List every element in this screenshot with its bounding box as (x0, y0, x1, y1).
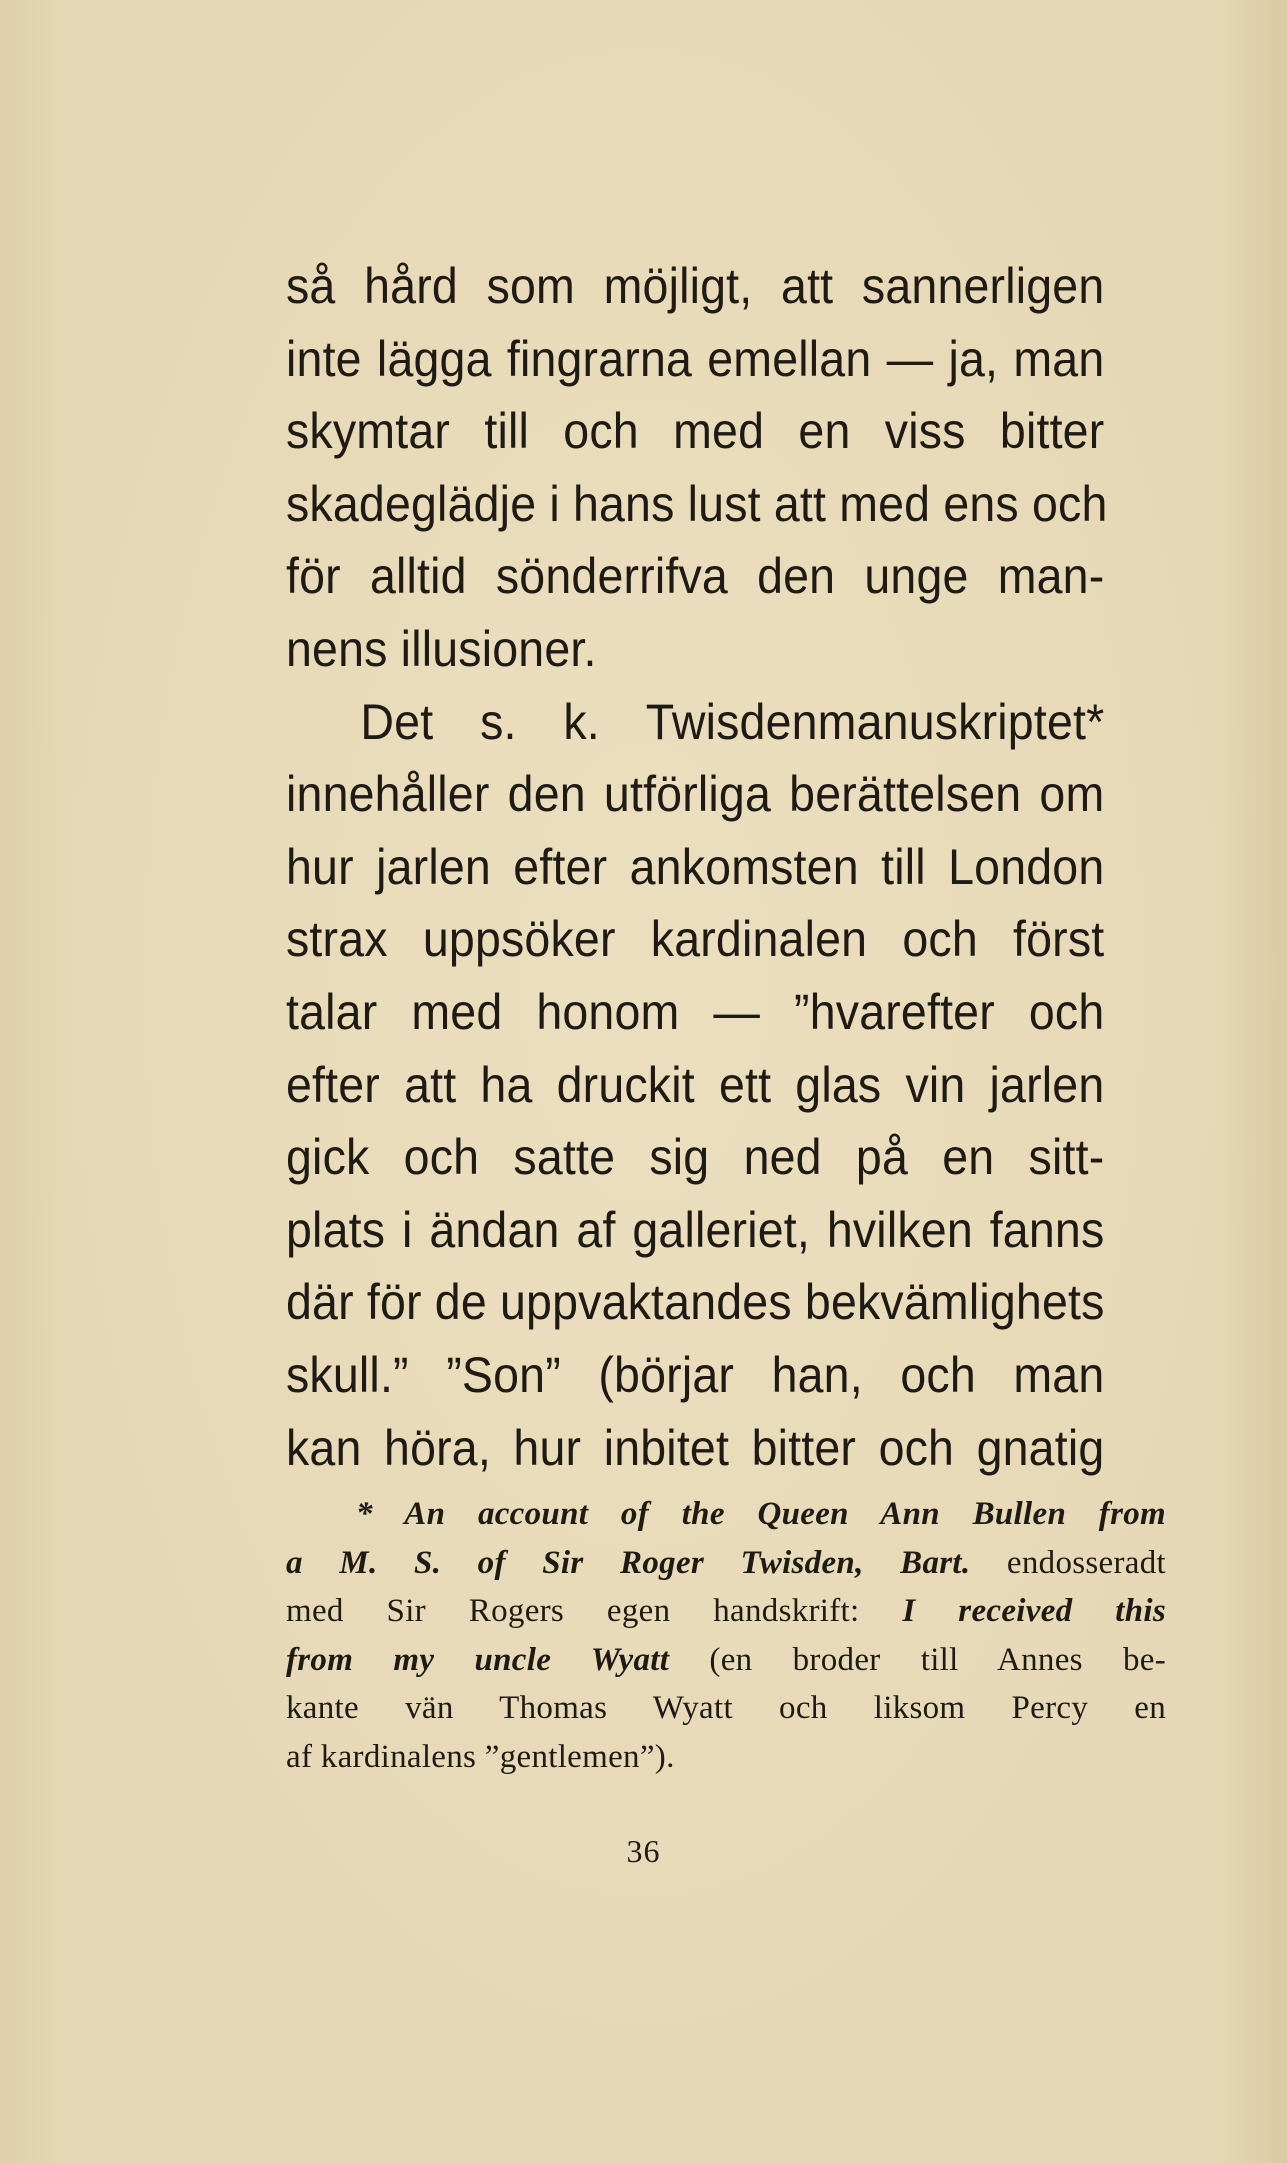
footnote-line: af kardinalens ”gentlemen”). (286, 1738, 675, 1775)
footnote-italic: from my uncle Wyatt (286, 1641, 670, 1678)
footnote-line (286, 1539, 1166, 1588)
text-line: kan höra, hur inbitet bitter och gnatig (286, 1419, 1105, 1476)
body-text (286, 250, 1108, 1484)
footnote-italic: a M. S. of Sir Roger Twisden, Bart. (286, 1544, 971, 1581)
footnote (286, 1490, 1166, 1781)
text-line: talar med honom — ”hvarefter och (286, 983, 1105, 1040)
text-line: skymtar till och med en viss bitter (286, 403, 1105, 460)
footnote-roman: (en broder till Annes be- (669, 1641, 1167, 1678)
text-line: nens illusioner. (286, 620, 597, 677)
footnote-roman: med Sir Rogers egen handskrift: (286, 1593, 903, 1629)
text-line: hur jarlen efter ankomsten till London (286, 838, 1105, 895)
text-line: skadeglädje i hans lust att med ens och (286, 475, 1108, 532)
text-line: plats i ändan af galleriet, hvilken fanns (286, 1201, 1105, 1258)
text-line: strax uppsöker kardinalen och först (286, 911, 1105, 968)
text-line: gick och satte sig ned på en sitt- (286, 1129, 1105, 1186)
footnote-line (286, 1587, 1166, 1636)
footnote-italic: I received this (902, 1593, 1167, 1629)
footnote-line (286, 1636, 1166, 1685)
text-line: inte lägga fingrarna emellan — ja, man (286, 330, 1105, 387)
text-line: skull.” ”Son” (börjar han, och man (286, 1346, 1105, 1403)
text-line: där för de uppvaktandes bekvämlighets (286, 1274, 1105, 1331)
text-line: för alltid sönderrifva den unge man- (286, 548, 1105, 605)
footnote-roman: endosseradt (970, 1544, 1166, 1581)
text-line: så hård som möjligt, att sannerligen (286, 258, 1105, 314)
text-line: Det s. k. Twisdenmanuskriptet* (360, 693, 1105, 750)
footnote-line: kante vän Thomas Wyatt och liksom Percy en (286, 1690, 1166, 1726)
text-line: efter att ha druckit ett glas vin jarlen (286, 1056, 1105, 1113)
page-number: 36 (626, 1833, 661, 1869)
footnote-line: * An account of the Queen Ann Bullen from (356, 1496, 1166, 1532)
text-line: innehåller den utförliga berättelsen om (286, 766, 1105, 823)
